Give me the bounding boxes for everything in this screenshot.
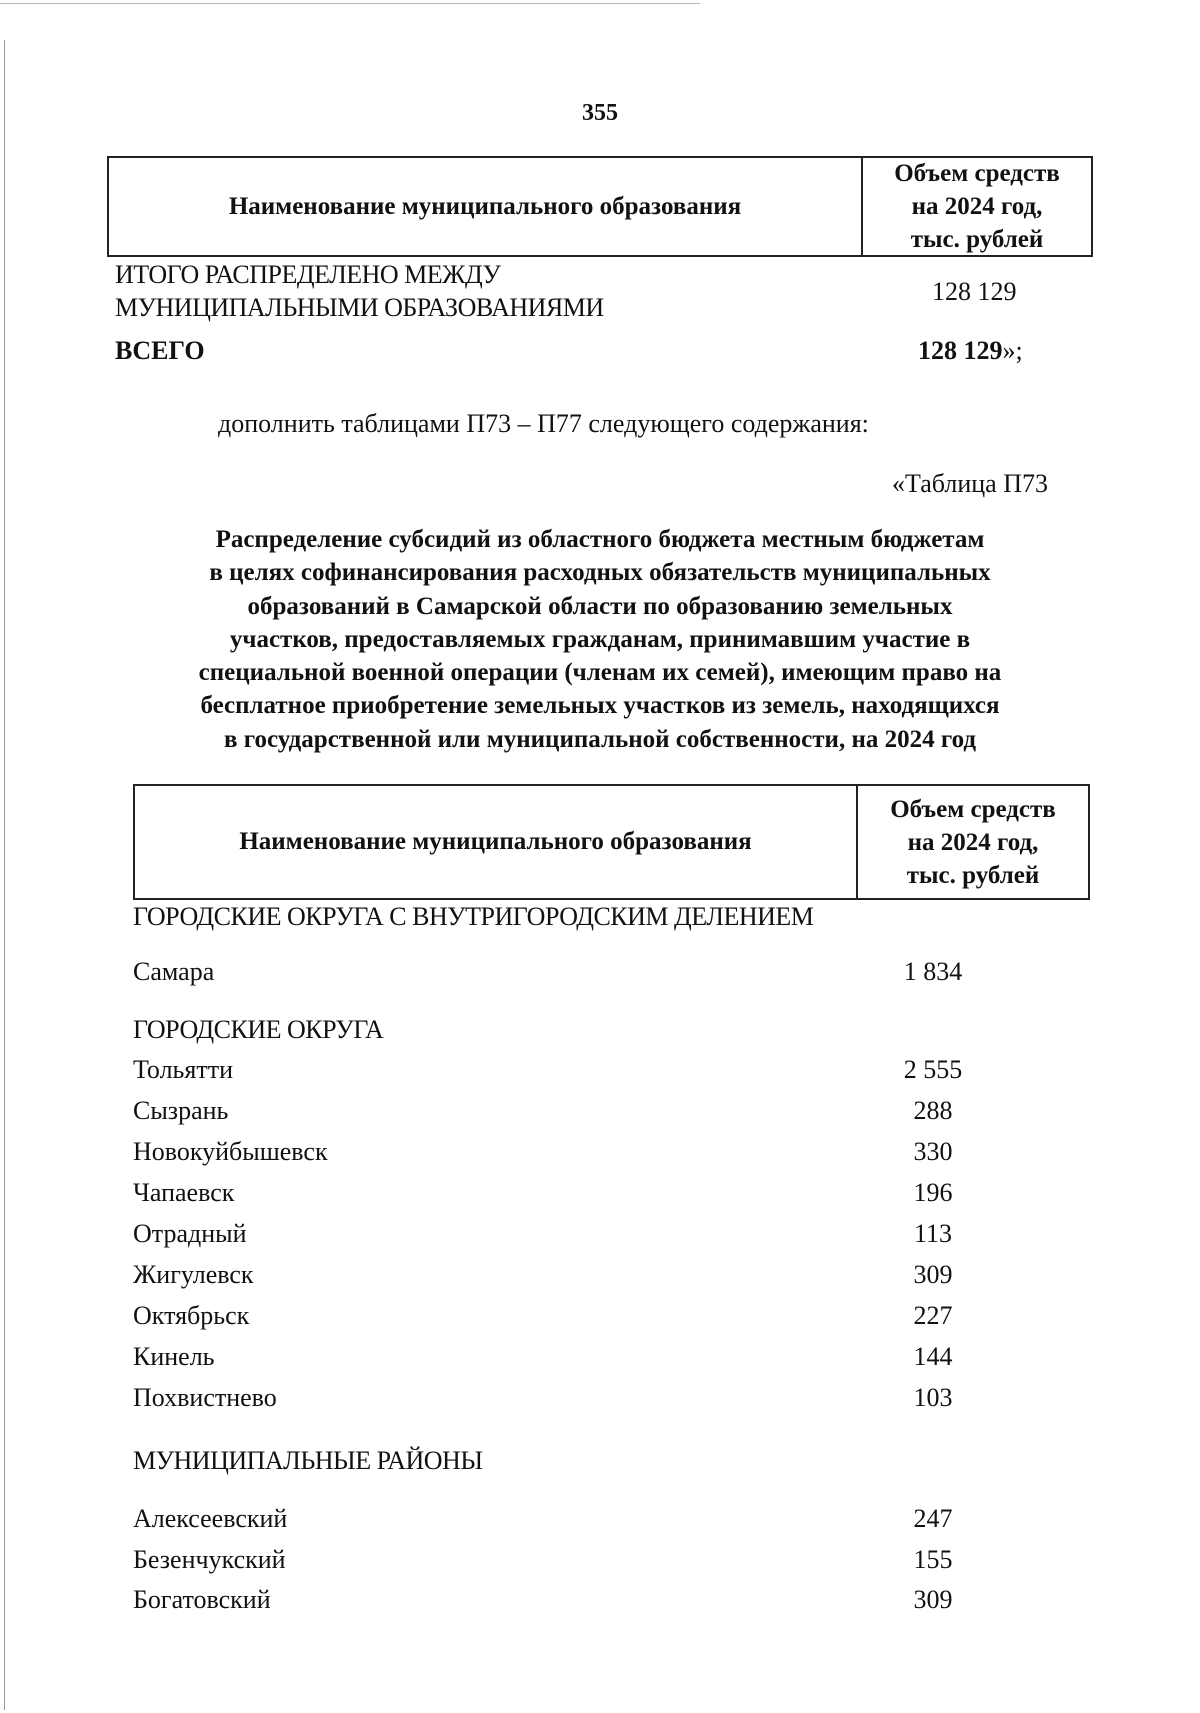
total-suffix: »; [1002,336,1023,365]
title-line: Распределение субсидий из областного бюджета местным бюджетам [215,526,985,553]
section-title-urban-districts: ГОРОДСКИЕ ОКРУГА [133,1015,384,1044]
page-number: 355 [582,100,618,126]
table1-value-header-line: на 2024 год, [911,193,1043,220]
table2-value-header-line: на 2024 год, [907,828,1039,856]
table1-name-column-header: Наименование муниципального образования [109,158,863,255]
scan-edge-top [0,3,700,4]
section-title-urban-districts-with-division: ГОРОДСКИЕ ОКРУГА С ВНУТРИГОРОДСКИМ ДЕЛЕНИЕМ [133,902,814,931]
row-value: 330 [913,1137,953,1166]
total-distributed-label-line1: ИТОГО РАСПРЕДЕЛЕНО МЕЖДУ [115,260,501,289]
table1-value-column-header [863,158,1091,255]
title-line: участков, предоставляемых гражданам, принимавшим участие в [229,625,971,653]
row-name: Новокуйбышевск [133,1137,328,1166]
total-label: ВСЕГО [115,336,205,365]
row-name: Алексеевский [133,1504,288,1533]
table-label: «Таблица П73 [892,469,1048,498]
total-distributed-value: 128 129 [932,277,1017,306]
row-name: Отрадный [133,1219,247,1248]
row-value: 113 [913,1219,953,1248]
table2-value-header-line: Объем средств [890,795,1056,823]
row-value: 288 [913,1096,953,1125]
row-name: Самара [133,957,215,986]
title-line: в целях софинансирования расходных обязательств муниципальных [209,559,991,587]
row-value: 309 [913,1585,953,1614]
row-value: 155 [913,1545,953,1574]
row-name: Жигулевск [133,1260,254,1289]
row-name: Чапаевск [133,1178,235,1207]
scan-edge-left [4,40,5,1710]
row-name: Тольятти [133,1055,234,1084]
row-value: 196 [913,1178,953,1207]
row-value: 103 [913,1383,953,1412]
table2-value-header-line: тыс. рублей [906,861,1040,889]
total-value-cell [918,334,1023,367]
row-name: Похвистнево [133,1383,277,1412]
table1-value-header-line: Объем средств [894,160,1060,187]
row-value: 144 [913,1342,953,1371]
row-value: 247 [913,1504,953,1533]
section-title-municipal-districts: МУНИЦИПАЛЬНЫЕ РАЙОНЫ [133,1446,483,1475]
title-line: специальной военной операции (членам их семей), имеющим право на [198,659,1002,687]
row-value: 309 [913,1260,953,1289]
total-value: 128 129 [918,336,1003,365]
title-line: образований в Самарской области по образованию земельных [247,592,953,620]
table2-header [133,784,1090,900]
row-value: 1 834 [903,957,963,986]
title-line: бесплатное приобретение земельных участков из земель, находящихся [200,692,1000,720]
row-name: Сызрань [133,1096,229,1125]
row-name: Богатовский [133,1585,271,1614]
row-name: Кинель [133,1342,215,1371]
table1-value-header-line: тыс. рублей [910,226,1044,253]
table-title [100,523,1100,756]
row-name: Безенчукский [133,1545,286,1574]
intro-text: дополнить таблицами П73 – П77 следующего содержания: [218,409,869,438]
row-value: 227 [913,1301,953,1330]
row-value: 2 555 [903,1055,963,1084]
title-line: в государственной или муниципальной собственности, на 2024 год [223,725,977,753]
table1-header [107,156,1093,257]
table2-name-column-header: Наименование муниципального образования [135,786,858,898]
table2-value-column-header [858,786,1088,898]
row-name: Октябрьск [133,1301,250,1330]
total-distributed-label-line2: МУНИЦИПАЛЬНЫМИ ОБРАЗОВАНИЯМИ [115,293,604,322]
